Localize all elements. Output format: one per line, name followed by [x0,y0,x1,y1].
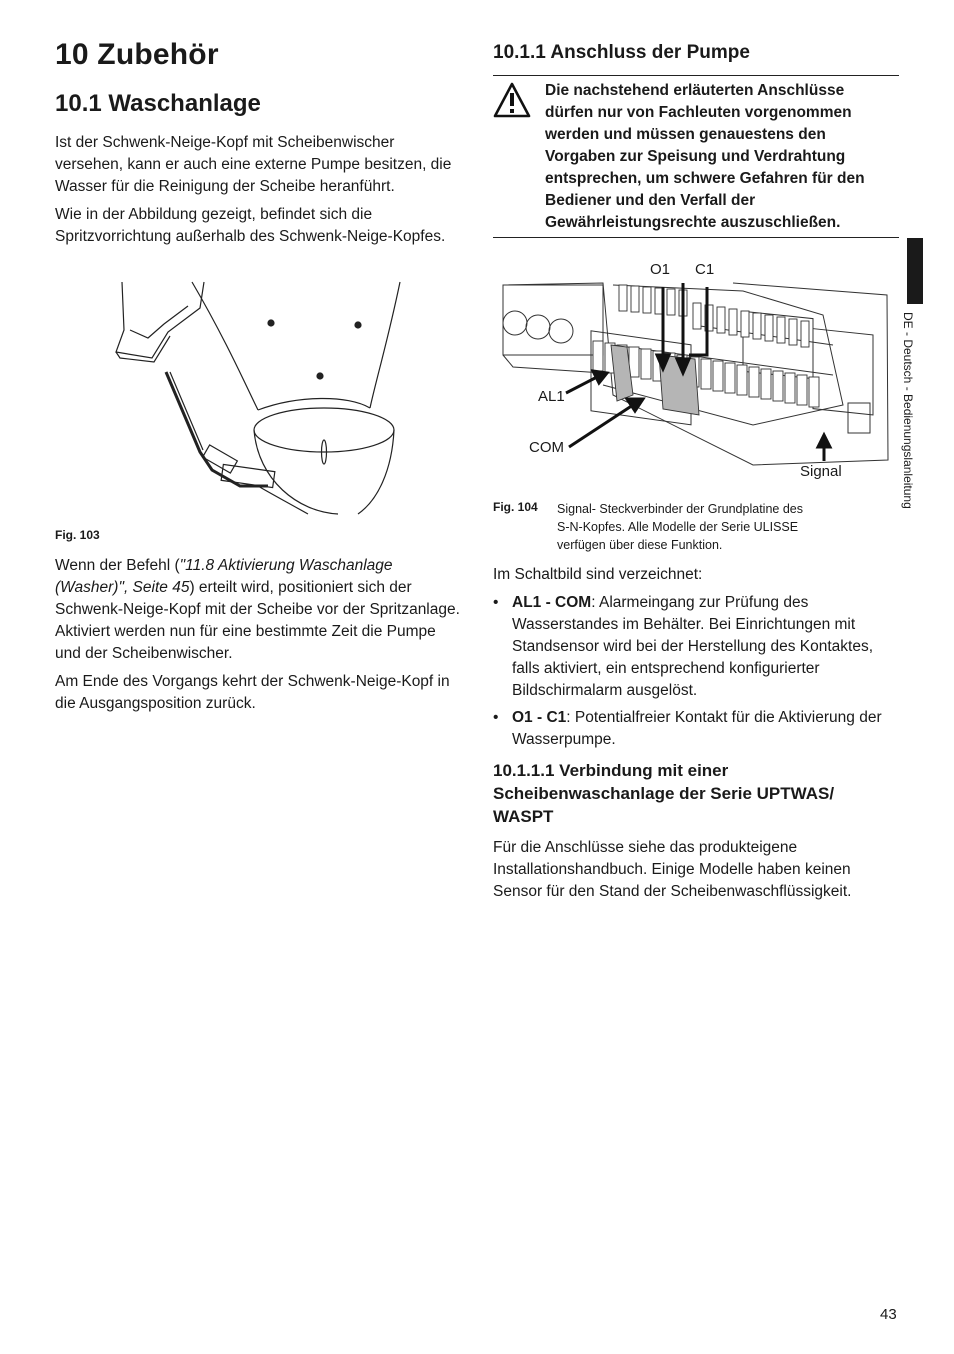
language-tab-marker [907,238,923,304]
figure-104-label: Fig. 104 [493,500,538,514]
warning-box [493,75,899,238]
figure-104-caption: Signal- Steckverbinder der Grundplatine des S-N-Kopfes. Alle Modelle der Serie ULISSE verfügen über diese Funktion. [557,502,803,552]
bullet-term: AL1 - COM [512,594,592,611]
chapter-title: 10 Zubehör [55,38,219,71]
paragraph-location: Wie in der Abbildung gezeigt, befindet sich die Spritzvorrichtung außerhalb des Schwenk-Neige-Kopfes. [55,206,446,245]
paragraph-command-pre: Wenn der Befehl ( [55,557,180,574]
label-al1: AL1 [538,388,565,405]
bullet-term: O1 - C1 [512,709,567,726]
paragraph-installation: Für die Anschlüsse siehe das produkteigene Installationshandbuch. Einige Modelle haben keinen Sensor für den Stand der Scheibenwaschflüssigkeit. [493,839,852,900]
bullet-dot: • [493,594,499,611]
warning-triangle-icon [493,82,531,118]
figure-103-label: Fig. 103 [55,528,100,542]
label-signal: Signal [800,463,842,480]
section-title: 10.1 Waschanlage [55,90,261,117]
washer-head-illustration [108,280,408,516]
bullet-o1-c1 [493,707,893,753]
paragraph-command [55,555,465,665]
paragraph-schematic-intro: Im Schaltbild sind verzeichnet: [493,566,703,583]
subsection-title: 10.1.1 Anschluss der Pumpe [493,42,750,63]
bullet-text: : Alarmeingang zur Prüfung des Wasserstandes im Behälter. Bei Einrichtungen mit Standsensor wird bei der Herstellung des Kontaktes, falls aktiviert, ein entsprechend konfigurierter Bildschirmalarm ausgelöst. [512,594,874,699]
subsubsection-title: 10.1.1.1 Verbindung mit einer Scheibenwaschanlage der Serie UPTWAS/ WASPT [493,761,835,826]
warning-text: Die nachstehend erläuterten Anschlüsse dürfen nur von Fachleuten vorgenommen werden und müssen genauestens den Vorgaben zur Speisung und Verdrahtung entsprechen, um schwere Gefahren für den Bediener und den Verfall der Gewährleistungsrechte auszuschließen. [545,82,865,231]
paragraph-command-post: ) erteilt wird, positioniert sich der Schwenk-Neige-Kopf mit der Scheibe vor der Spritzanlage. Aktiviert werden nun für eine bestimmte Zeit die Pumpe und der Scheibenwischer. [55,579,460,662]
bullet-dot: • [493,709,499,726]
paragraph-intro: Ist der Schwenk-Neige-Kopf mit Scheibenwischer versehen, kann er auch eine externe Pumpe besitzen, die Wasser für die Reinigung der Scheibe heranführt. [55,134,452,195]
bullet-al1-com [493,592,893,704]
page-number: 43 [880,1306,897,1323]
paragraph-return: Am Ende des Vorgangs kehrt der Schwenk-Neige-Kopf in die Ausgangsposition zurück. [55,673,450,712]
side-language-label: DE - Deutsch - Bedienungslanleitung [901,312,915,509]
cross-reference-link[interactable]: "11.8 Aktivierung Waschanlage (Washer)", Seite 45 [55,557,393,596]
bullet-text: : Potentialfreier Kontakt für die Aktivierung der Wasserpumpe. [512,709,882,748]
label-c1: C1 [695,261,715,278]
label-o1: O1 [650,261,671,278]
label-com: COM [529,439,564,456]
